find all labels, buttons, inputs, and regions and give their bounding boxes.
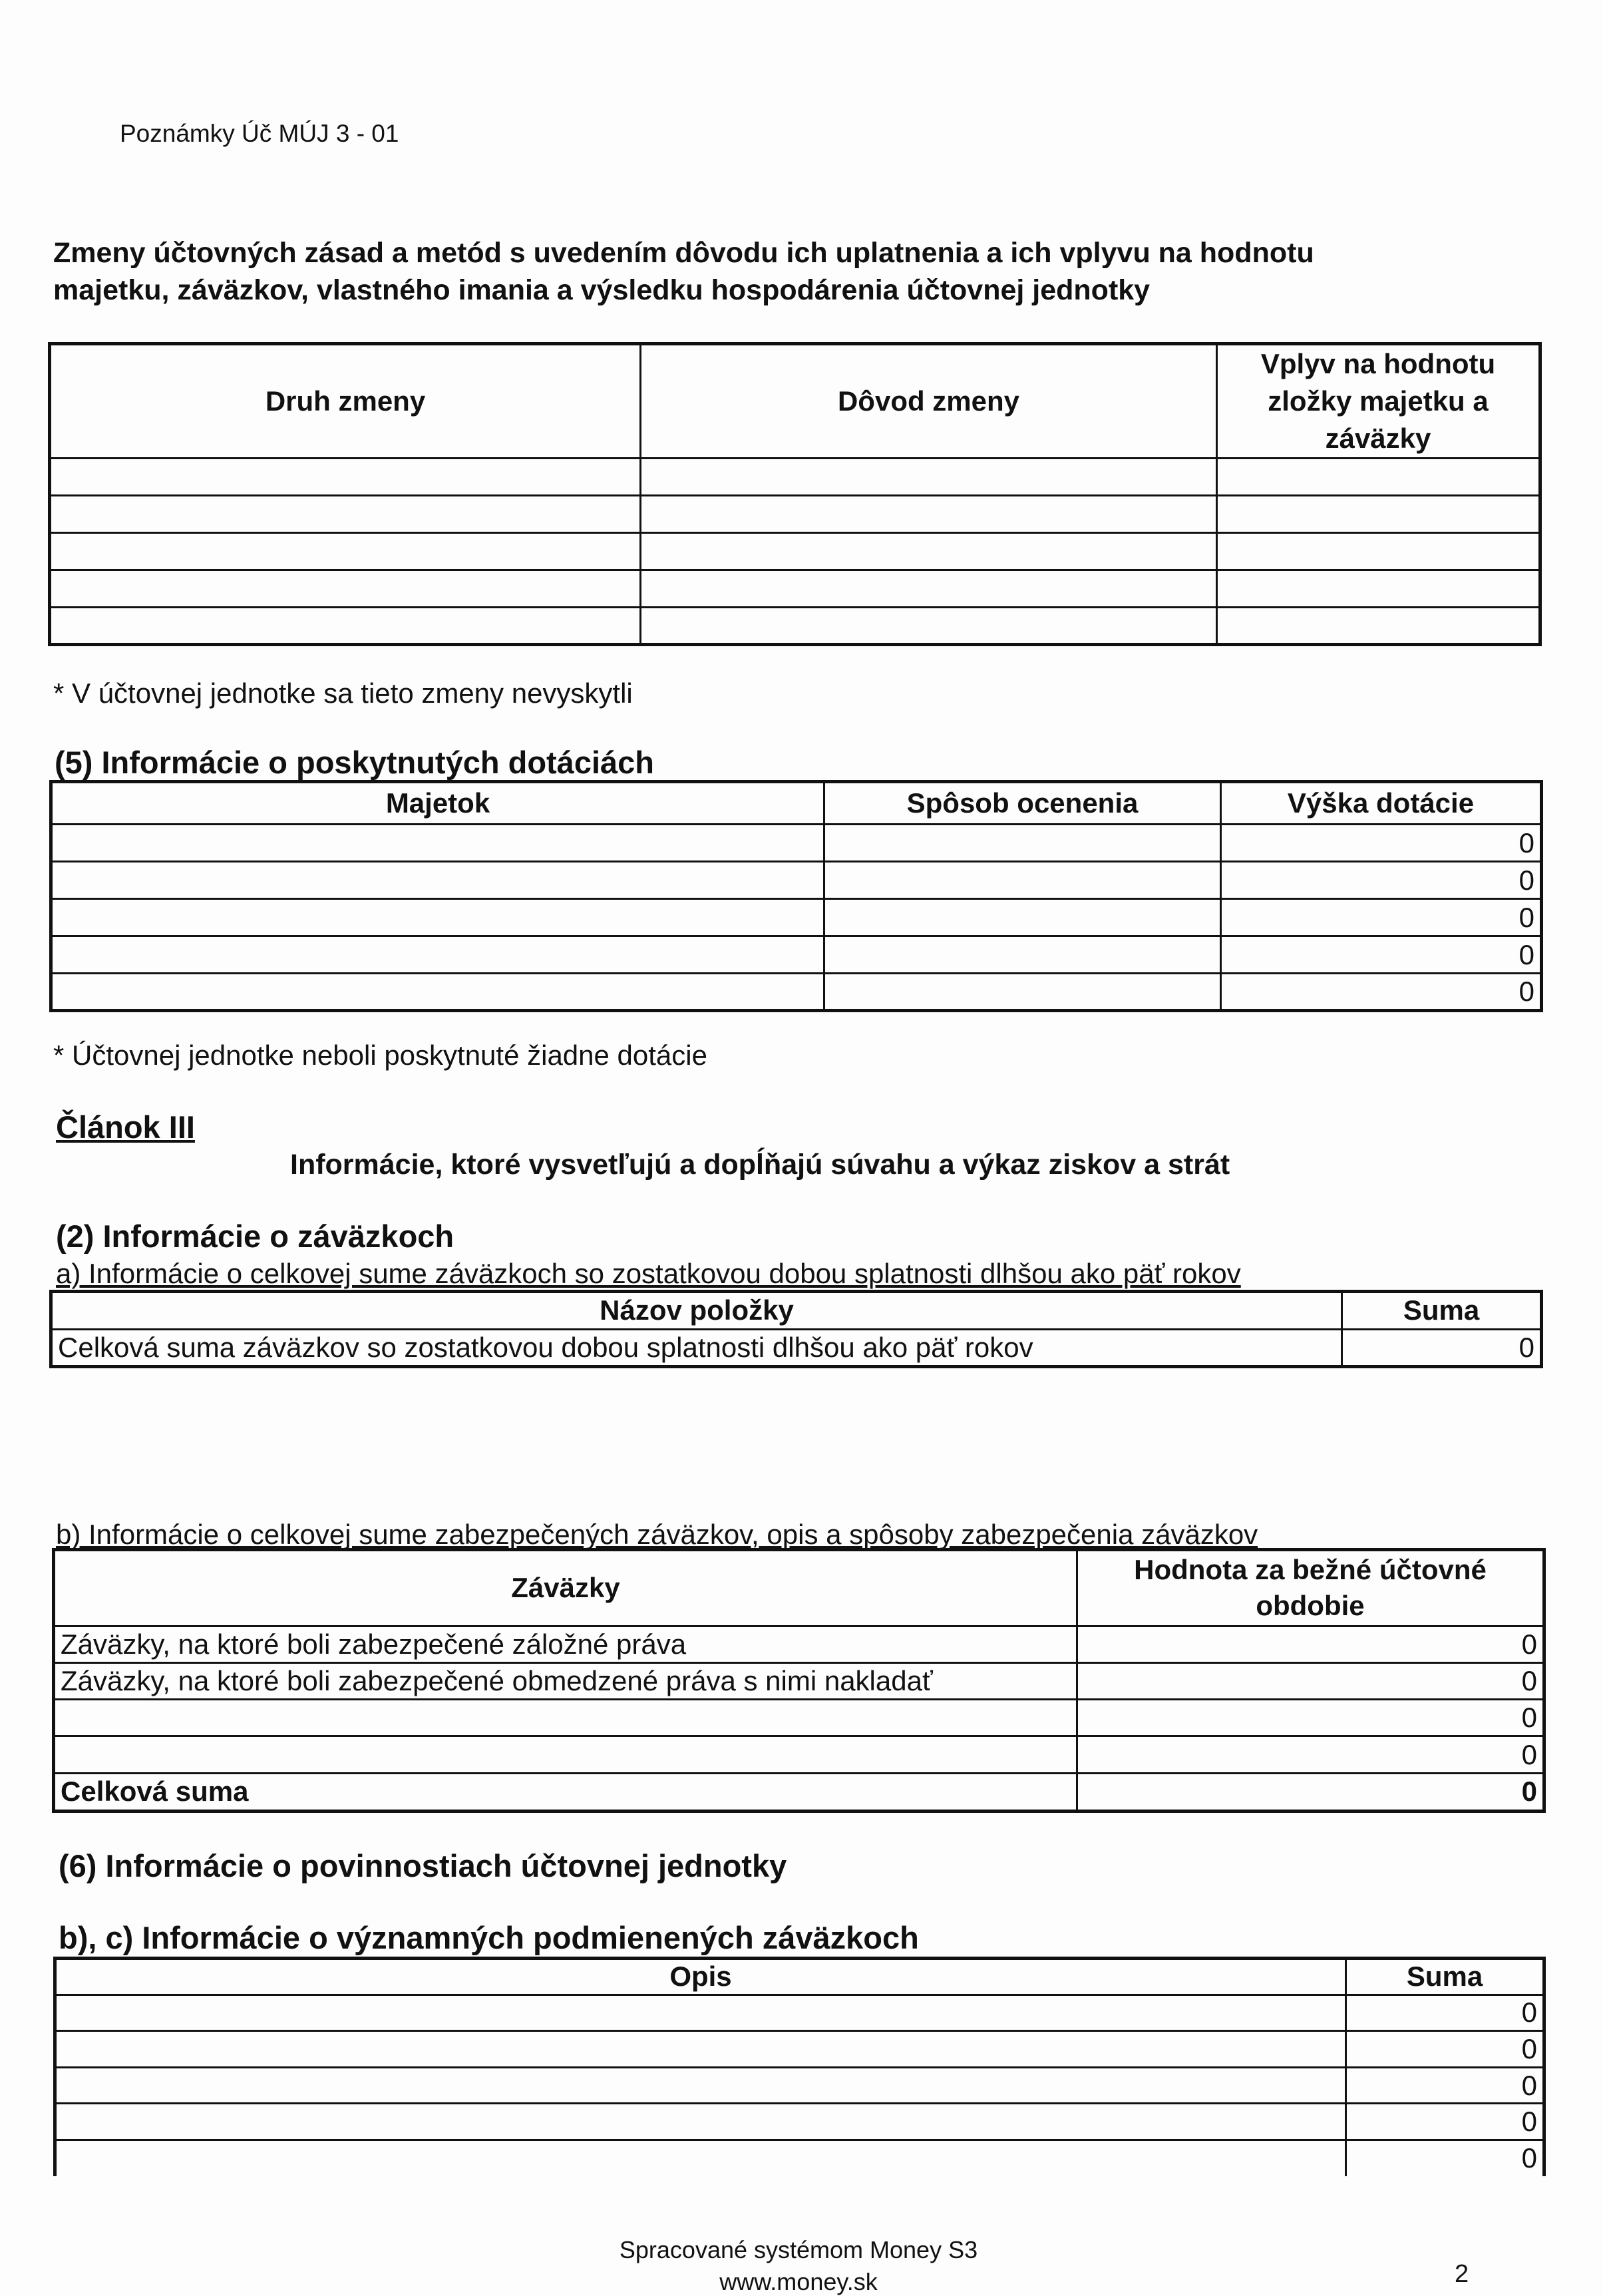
table-row — [51, 1329, 1542, 1367]
row-label — [54, 1700, 1077, 1736]
footer-website: www.money.sk — [719, 2268, 878, 2295]
col-suma: Suma — [1346, 1959, 1544, 1995]
zavazky-b-table — [52, 1548, 1546, 1813]
col-majetok: Majetok — [51, 782, 824, 825]
row-label: Celková suma záväzkov so zostatkovou dobou splatnosti dlhšou ako päť rokov — [51, 1329, 1342, 1367]
zavazky-a-table — [49, 1290, 1543, 1368]
dotacia-value: 0 — [1221, 936, 1542, 974]
col-sposob-ocenenia: Spôsob ocenenia — [824, 782, 1221, 825]
dotacia-value: 0 — [1221, 899, 1542, 936]
row-value: 0 — [1077, 1736, 1544, 1773]
dotacia-value: 0 — [1221, 862, 1542, 899]
changes-section-title: Zmeny účtovných zásad a metód s uvedením dôvodu ich uplatnenia a ich vplyvu na hodnotu majetku, záväzkov, vlastného imania a výsledku hospodárenia účtovnej jednotky — [53, 237, 1314, 306]
page-number: 2 — [1455, 2260, 1469, 2288]
table-header-row — [51, 1292, 1542, 1330]
row-value: 0 — [1077, 1662, 1544, 1699]
table-row — [50, 459, 1540, 496]
table-row — [54, 1736, 1544, 1773]
table-row — [55, 2067, 1544, 2104]
table-row — [51, 825, 1542, 862]
dotacie-title: (5) Informácie o poskytnutých dotáciách — [55, 745, 655, 780]
row-value: 0 — [1077, 1626, 1544, 1662]
podmienene-heading: b), c) Informácie o významných podmienených záväzkoch — [59, 1920, 919, 1955]
total-label: Celková suma — [54, 1773, 1077, 1811]
dotacie-note: * Účtovnej jednotke neboli poskytnuté žiadne dotácie — [53, 1040, 707, 1071]
table-row — [55, 2031, 1544, 2068]
podmienene-table — [53, 1957, 1546, 2176]
row-label: Záväzky, na ktoré boli zabezpečené záložné práva — [54, 1626, 1077, 1662]
row-value: 0 — [1346, 2104, 1544, 2140]
form-code: Poznámky Úč MÚJ 3 - 01 — [120, 120, 399, 147]
table-row — [54, 1626, 1544, 1662]
table-row — [54, 1700, 1544, 1736]
table-row — [50, 533, 1540, 570]
zavazky-title: (2) Informácie o záväzkoch — [56, 1219, 454, 1254]
article-title: Článok III — [56, 1109, 195, 1145]
col-hodnota: Hodnota za bežné účtovné obdobie — [1077, 1550, 1544, 1626]
col-zavazky: Záväzky — [54, 1550, 1077, 1626]
col-nazov-polozky: Názov položky — [51, 1292, 1342, 1330]
zavazky-b-heading: b) Informácie o celkovej sume zabezpečených záväzkov, opis a spôsoby zabezpečenia záväzkov — [56, 1519, 1258, 1550]
row-value: 0 — [1346, 2067, 1544, 2104]
table-row — [51, 936, 1542, 974]
changes-table — [48, 342, 1542, 646]
row-value: 0 — [1077, 1700, 1544, 1736]
table-row — [50, 570, 1540, 608]
total-row — [54, 1773, 1544, 1811]
table-header-row — [50, 344, 1540, 459]
table-header-row — [51, 782, 1542, 825]
table-row — [54, 1662, 1544, 1699]
zavazky-a-heading: a) Informácie o celkovej sume záväzkoch so zostatkovou dobou splatnosti dlhšou ako päť rokov — [56, 1258, 1241, 1289]
table-row — [55, 2104, 1544, 2140]
dotacia-value: 0 — [1221, 974, 1542, 1011]
table-row — [50, 496, 1540, 533]
col-suma: Suma — [1342, 1292, 1542, 1330]
table-row — [51, 862, 1542, 899]
row-label: Záväzky, na ktoré boli zabezpečené obmedzené práva s nimi nakladať — [54, 1662, 1077, 1699]
table-row — [55, 2140, 1544, 2176]
table-header-row — [54, 1550, 1544, 1626]
row-value: 0 — [1342, 1329, 1542, 1367]
table-row — [55, 1995, 1544, 2031]
col-opis: Opis — [55, 1959, 1346, 1995]
dotacia-value: 0 — [1221, 825, 1542, 862]
row-label — [54, 1736, 1077, 1773]
row-value: 0 — [1346, 2140, 1544, 2176]
table-header-row — [55, 1959, 1544, 1995]
table-row — [51, 974, 1542, 1011]
article-subtitle: Informácie, ktoré vysvetľujú a dopĺňajú súvahu a výkaz ziskov a strát — [290, 1149, 1230, 1181]
col-vplyv: Vplyv na hodnotu zložky majetku a záväzky — [1217, 344, 1540, 459]
changes-note: * V účtovnej jednotke sa tieto zmeny nevyskytli — [53, 677, 633, 709]
footer-system: Spracované systémom Money S3 — [619, 2236, 978, 2263]
row-value: 0 — [1346, 1995, 1544, 2031]
povinnosti-title: (6) Informácie o povinnostiach účtovnej jednotky — [59, 1848, 787, 1883]
dotacie-table — [49, 780, 1543, 1012]
col-dovod-zmeny: Dôvod zmeny — [641, 344, 1217, 459]
row-value: 0 — [1346, 2031, 1544, 2068]
table-row — [51, 899, 1542, 936]
col-vyska-dotacie: Výška dotácie — [1221, 782, 1542, 825]
total-value: 0 — [1077, 1773, 1544, 1811]
table-row — [50, 608, 1540, 645]
col-druh-zmeny: Druh zmeny — [50, 344, 641, 459]
